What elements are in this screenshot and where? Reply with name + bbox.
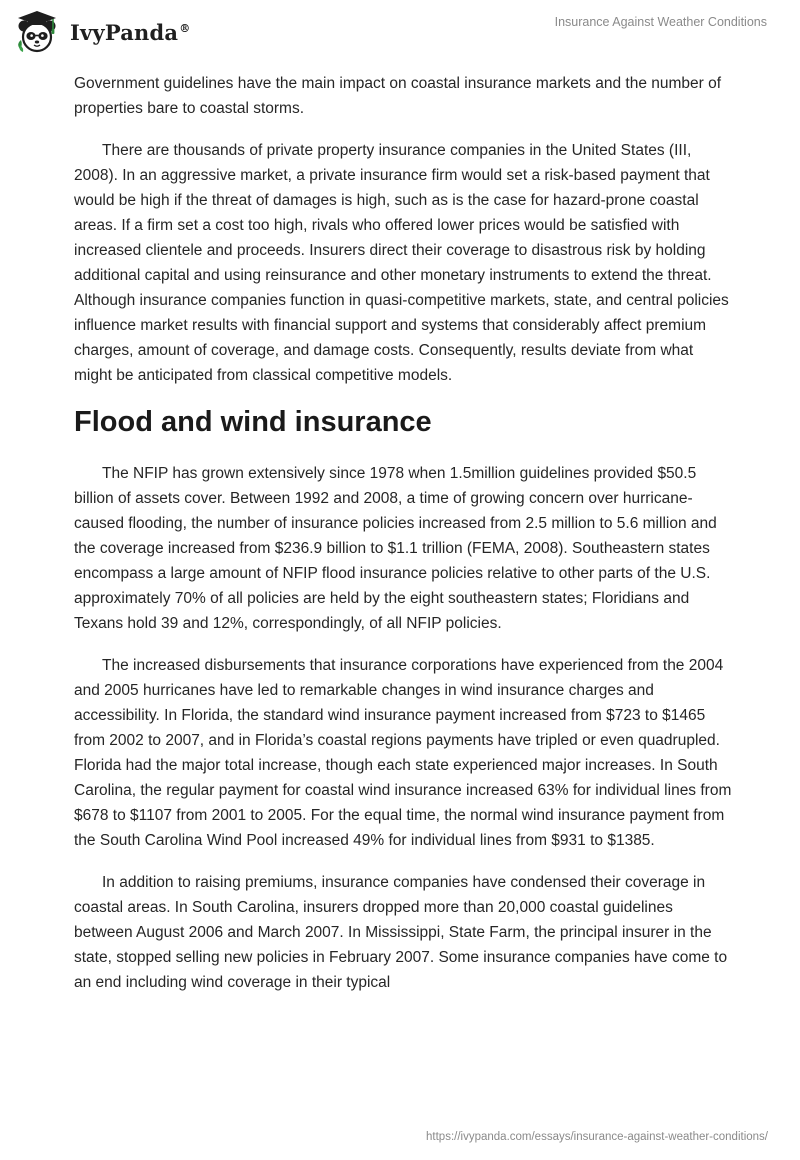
paragraph-wind-charges: The increased disbursements that insurance corporations have experienced from the 2004 and 2005 hurricanes have led to remarkable changes in wind insurance charges and accessibility. In Florida, the standard wind insurance payment increased from $723 to $1465 from 2002 to 2007, and in Florida’s coastal regions payments have tripled or even quadrupled. Florida had the major total increase, though each state experienced major increases. In South Carolina, the regular payment for coastal wind insurance increased 63% for individual lines from $678 to $1107 from 2001 to 2005. For the equal time, the normal wind insurance payment from the South Carolina Wind Pool increased 49% for individual lines from $931 to $1385. <box>74 657 732 849</box>
paragraph-coverage-reduction: In addition to raising premiums, insurance companies have condensed their coverage in coastal areas. In South Carolina, insurers dropped more than 20,000 coastal guidelines between August 2006 and March 2007. In Mississippi, State Farm, the principal insurer in the state, stopped selling new policies in February 2007. Some insurance companies have come to an end including wind coverage in their typical <box>74 874 728 991</box>
brand-name: IvyPanda® <box>70 19 191 45</box>
document-title: Insurance Against Weather Conditions <box>554 15 767 29</box>
panda-graduate-icon <box>14 9 60 55</box>
essay-body <box>74 71 734 1012</box>
paragraph-nfip: The NFIP has grown extensively since 1978 when 1.5million guidelines provided $50.5 billion of assets cover. Between 1992 and 2008, a time of growing concern over hurricane-caused flooding, the number of insurance policies increased from 2.5 million to 5.6 million and the coverage increased from $236.9 billion to $1.1 trillion (FEMA, 2008). Southeastern states encompass a large amount of NFIP flood insurance policies relative to other parts of the U.S. approximately 70% of all policies are held by the eight southeastern states; Floridians and Texans hold 39 and 12%, correspondingly, of all NFIP policies. <box>74 465 717 632</box>
section-heading-flood-wind: Flood and wind insurance <box>74 406 432 438</box>
page-header <box>0 0 800 60</box>
brand-logo[interactable] <box>14 9 190 55</box>
paragraph-intro: Government guidelines have the main impact on coastal insurance markets and the number of properties bare to coastal storms. <box>74 75 722 117</box>
paragraph-private-insurers: There are thousands of private property insurance companies in the United States (III, 2008). In an aggressive market, a private insurance firm would set a risk-based payment that would be high if the threat of damages is high, such as is the case for hazard-prone coastal areas. If a firm set a cost too high, rivals who offered lower prices would be satisfied with increased clientele and proceeds. Insurers direct their coverage to disastrous risk by holding additional capital and using reinsurance and other monetary instruments to extend the threat. Although insurance companies function in quasi-competitive markets, state, and central policies influence market results with financial support and systems that considerably affect premium charges, amount of coverage, and damage costs. Consequently, results deviate from what might be anticipated from classical competitive models. <box>74 142 729 384</box>
source-url[interactable]: https://ivypanda.com/essays/insurance-against-weather-conditions/ <box>426 1131 768 1143</box>
